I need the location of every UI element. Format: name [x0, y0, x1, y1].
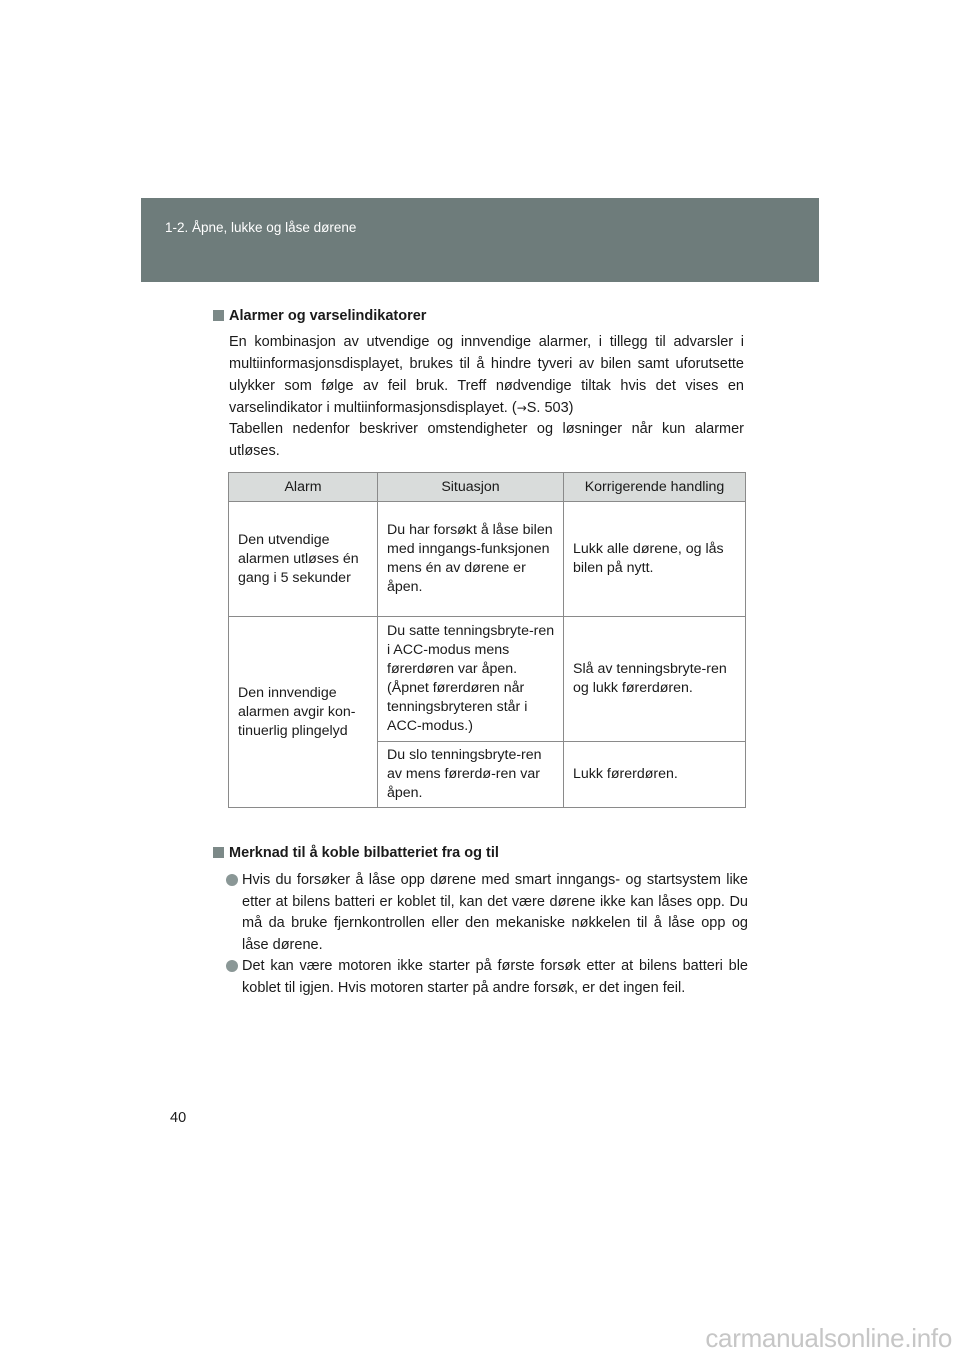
- situation-cell: Du slo tenningsbryte-ren av mens førerdø-ren var åpen.: [378, 742, 564, 808]
- chapter-header: [141, 198, 819, 282]
- section-heading-battery: [213, 845, 499, 861]
- situation-cell: Du har forsøkt å låse bilen med inngangs-funksjonen mens én av dørene er åpen.: [378, 502, 564, 617]
- chapter-title: 1-2. Åpne, lukke og låse dørene: [165, 220, 357, 235]
- section-heading-alarms: [213, 308, 426, 324]
- table-row: [229, 617, 746, 742]
- column-header-action: Korrigerende handling: [564, 473, 746, 502]
- page-number: 40: [170, 1110, 187, 1126]
- square-bullet-icon: [213, 310, 224, 321]
- page-reference: S. 503): [526, 400, 574, 416]
- situation-cell: Du satte tenningsbryte-ren i ACC-modus mens førerdøren var åpen. (Åpnet førerdøren når tenningsbryteren står i ACC-modus.): [378, 617, 564, 742]
- table-intro-paragraph: Tabellen nedenfor beskriver omstendigheter og løsninger når kun alarmer utløses.: [229, 421, 744, 459]
- list-item-text: Hvis du forsøker å låse opp dørene med smart inngangs- og startsystem like etter at bilens batteri er koblet til, kan det være dørene ikke kan låses opp. Du må da bruke fjernkontrollen eller den mekaniske nøkkelen til å låse opp og låse dørene.: [242, 872, 748, 953]
- action-cell: Lukk alle dørene, og lås bilen på nytt.: [564, 502, 746, 617]
- list-item: [229, 870, 748, 956]
- action-cell: Lukk førerdøren.: [564, 742, 746, 808]
- column-header-alarm: Alarm: [229, 473, 378, 502]
- list-item-text: Det kan være motoren ikke starter på første forsøk etter at bilens batteri ble koblet til igjen. Hvis motoren starter på andre forsøk, er det ingen feil.: [242, 958, 748, 996]
- alarm-paragraph-text: En kombinasjon av utvendige og innvendige alarmer, i tillegg til advarsler i multiinformasjonsdisplayet, brukes til å hindre tyveri av bilen samt uforutsette ulykker som følge av feil bruk. Treff nødvendige tiltak hvis det vises en varselindikator i multiinformasjonsdisplayet. (: [229, 334, 744, 416]
- square-bullet-icon: [213, 847, 224, 858]
- circle-bullet-icon: [226, 960, 238, 972]
- column-header-situation: Situasjon: [378, 473, 564, 502]
- alarm-cell: Den utvendige alarmen utløses én gang i 5 sekunder: [229, 502, 378, 617]
- alarm-paragraph: [229, 331, 744, 419]
- watermark: carmanualsonline.info: [705, 1323, 952, 1353]
- arrow-right-icon: →: [516, 401, 527, 415]
- alarm-table: [228, 472, 746, 808]
- section-heading-battery-text: Merknad til å koble bilbatteriet fra og til: [229, 845, 499, 861]
- table-row: [229, 502, 746, 617]
- list-item: [229, 956, 748, 999]
- section-heading-alarms-text: Alarmer og varselindikatorer: [229, 308, 427, 324]
- action-cell: Slå av tenningsbryte-ren og lukk førerdøren.: [564, 617, 746, 742]
- table-header-row: [229, 473, 746, 502]
- circle-bullet-icon: [226, 874, 238, 886]
- alarm-cell: Den innvendige alarmen avgir kon-tinuerlig plingelyd: [229, 617, 378, 808]
